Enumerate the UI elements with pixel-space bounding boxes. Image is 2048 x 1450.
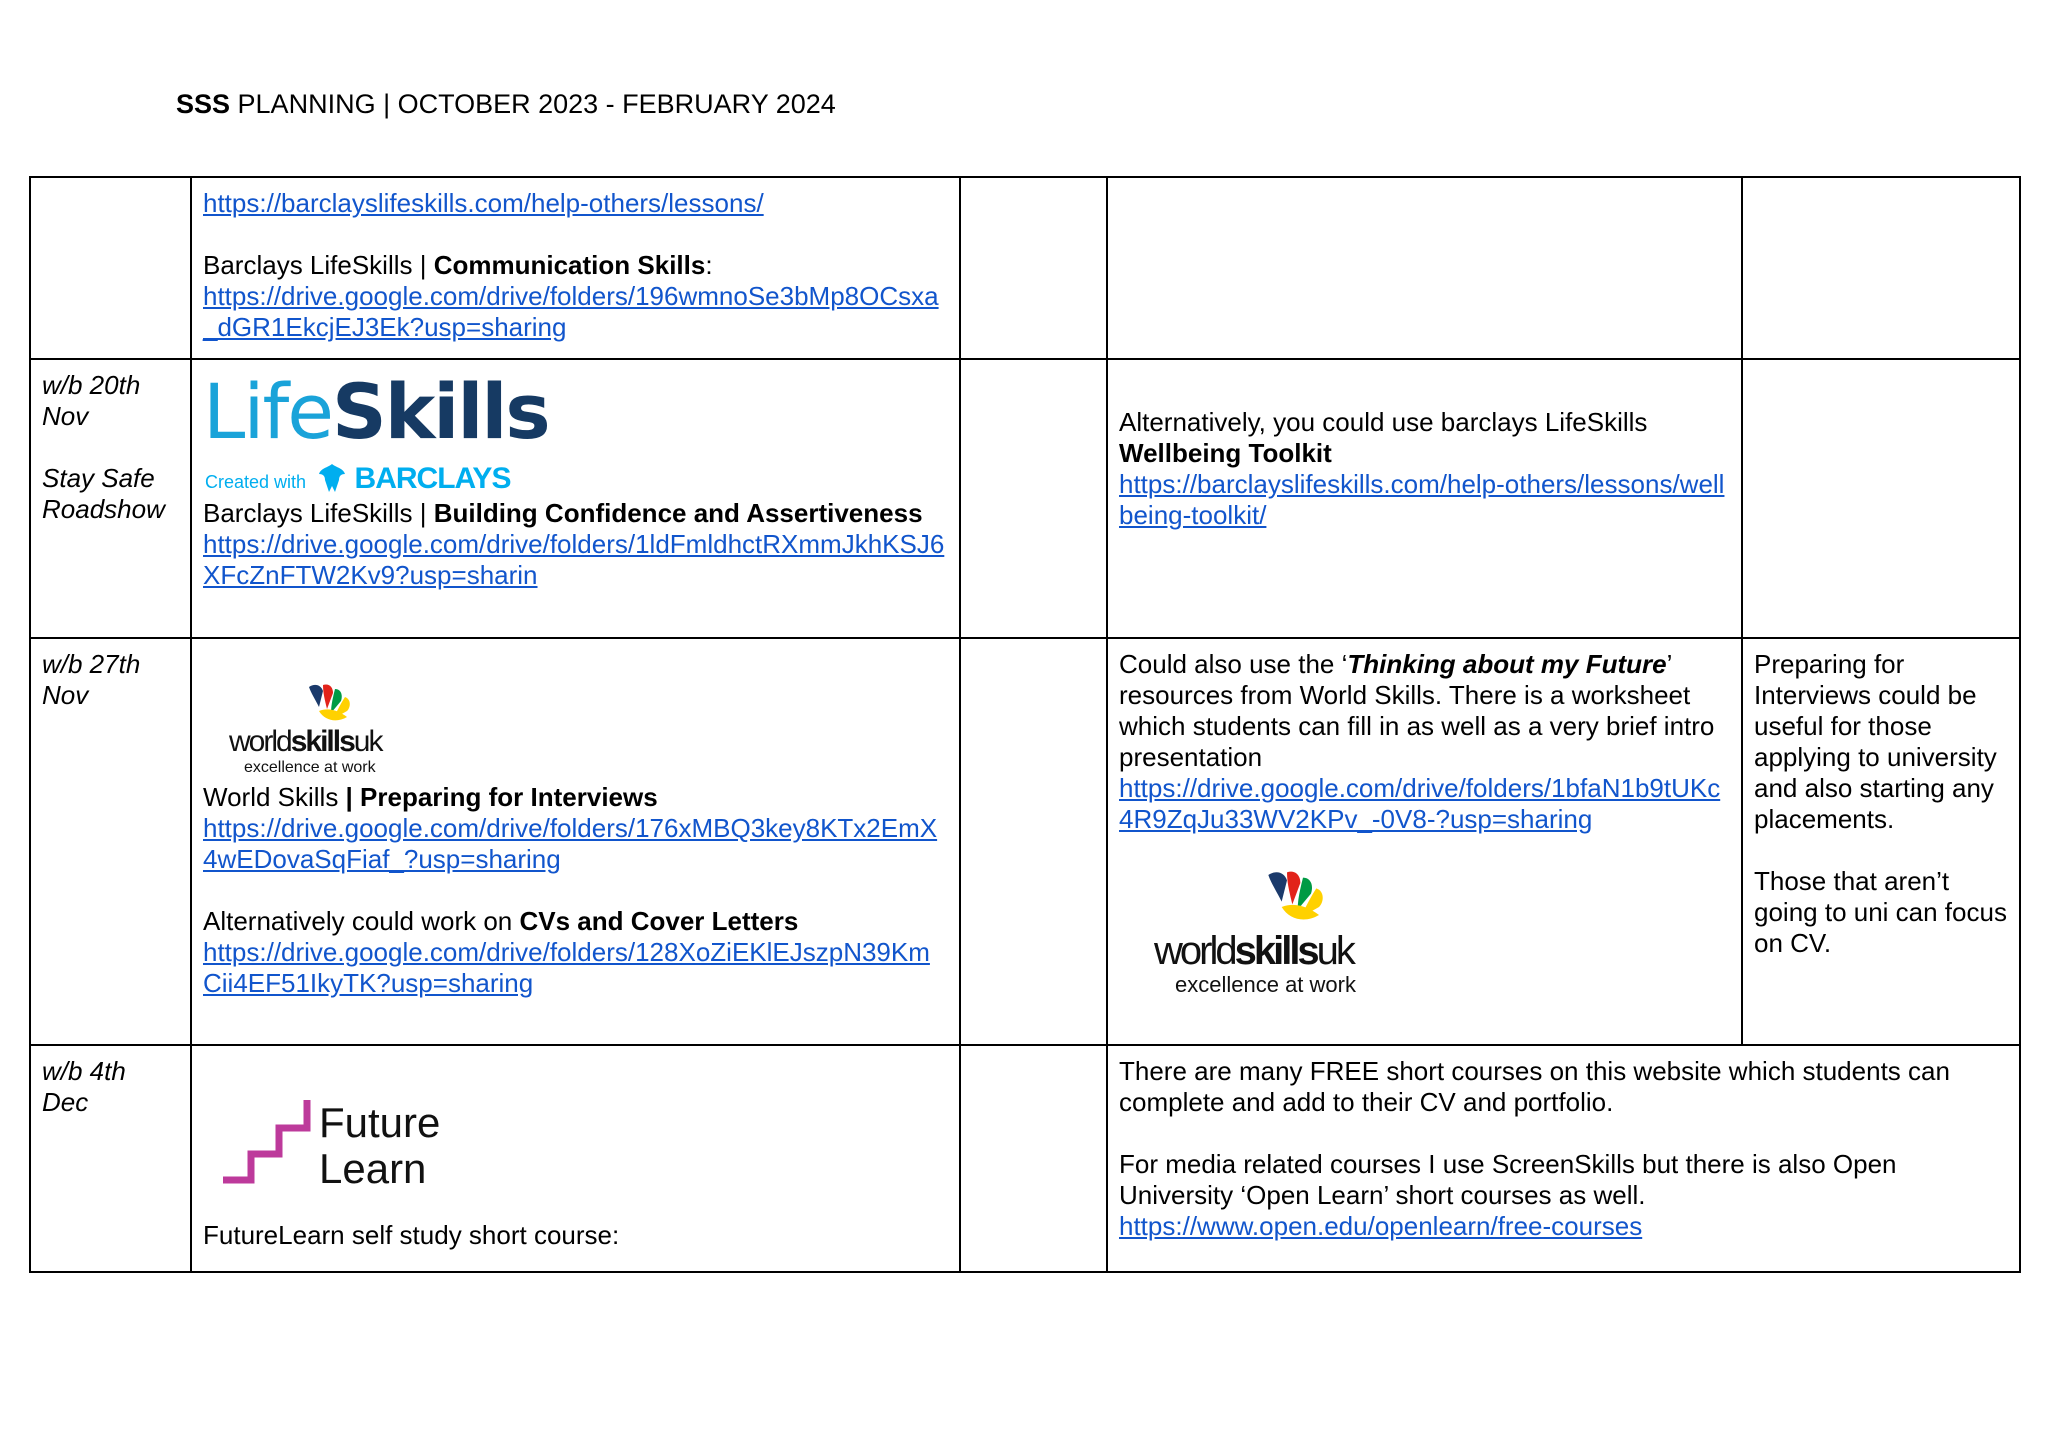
resource-cell [191, 177, 960, 359]
week-label: w/b 20th Nov [42, 370, 141, 431]
extra-cell: Preparing for Interviews could be useful for those applying to university and also starting any placements. Those that aren’t going to uni can focus on CV. [1742, 638, 2020, 1045]
resource-label: World Skills | Preparing for Interviews [203, 782, 658, 812]
openlearn-link[interactable]: https://www.open.edu/openlearn/free-courses [1119, 1211, 1643, 1241]
table-row [30, 1045, 2020, 1272]
wellbeing-toolkit-link[interactable]: https://barclayslifeskills.com/help-others/lessons/wellbeing-toolkit/ [1119, 469, 1725, 530]
worldskills-hands-icon [1255, 867, 1335, 931]
worldskills-logo: worldskillsuk excellence at work [203, 649, 948, 782]
planning-table [29, 176, 2021, 1273]
eagle-icon [317, 462, 347, 494]
extra-cell [1742, 359, 2020, 638]
title-prefix: SSS [176, 89, 231, 119]
lifeskills-barclays-logo: LifeSkills Created with BARCLAYS [203, 367, 549, 495]
week-label: w/b 27th Nov [42, 649, 141, 710]
notes-cell: Alternatively, you could use barclays LifeSkills Wellbeing Toolkit https://barclayslifeskills.com/help-others/lessons/wellbeing-toolkit/ [1107, 359, 1742, 638]
empty-cell [960, 359, 1107, 638]
week-cell [30, 1045, 191, 1272]
worldskills-logo: worldskillsuk excellence at work [1119, 835, 1730, 1005]
futurelearn-steps-icon [223, 1098, 313, 1184]
notes-cell [1107, 638, 1742, 1045]
notes-cell: There are many FREE short courses on this website which students can complete and add to their CV and portfolio. For media related courses I use ScreenSkills but there is also Open University ‘Open Learn’ short courses as well. https://www.open.edu/openlearn/free-courses [1107, 1045, 2020, 1272]
empty-cell [960, 1045, 1107, 1272]
alt-label: Alternatively could work on CVs and Cover Letters [203, 906, 799, 936]
futurelearn-logo: Future Learn [203, 1056, 948, 1220]
event-label: Stay Safe Roadshow [42, 463, 165, 524]
table-row [30, 177, 2020, 359]
notes-cell [1107, 177, 1742, 359]
table-row [30, 359, 2020, 638]
future-resources-link[interactable]: https://drive.google.com/drive/folders/1bfaN1b9tUKc4R9ZqJu33WV2KPv_-0V8-?usp=sharing [1119, 773, 1721, 834]
resource-label: Barclays LifeSkills | Communication Skills: [203, 250, 713, 280]
week-cell [30, 177, 191, 359]
table-row [30, 638, 2020, 1045]
page-title [176, 86, 836, 122]
resource-label: Barclays LifeSkills | Building Confidence and Assertiveness [203, 498, 923, 528]
title-text: PLANNING | OCTOBER 2023 - FEBRUARY 2024 [230, 89, 836, 119]
cv-cover-letters-link[interactable]: https://drive.google.com/drive/folders/128XoZiEKlEJszpN39KmCii4EF51IkyTK?usp=sharing [203, 937, 930, 998]
notes-text: Could also use the ‘Thinking about my Future’ resources from World Skills. There is a worksheet which students can fill in as well as a very brief intro presentation [1119, 649, 1715, 772]
extra-cell [1742, 177, 2020, 359]
resource-cell [191, 1045, 960, 1272]
communication-skills-link[interactable]: https://drive.google.com/drive/folders/196wmnoSe3bMp8OCsxa_dGR1EkcjEJ3Ek?usp=sharing [203, 281, 939, 342]
futurelearn-label: FutureLearn self study short course: [203, 1220, 620, 1250]
empty-cell [960, 638, 1107, 1045]
empty-cell [960, 177, 1107, 359]
confidence-link[interactable]: https://drive.google.com/drive/folders/1ldFmldhctRXmmJkhKSJ6XFcZnFTW2Kv9?usp=sharin [203, 529, 945, 590]
week-cell [30, 638, 191, 1045]
worldskills-hands-icon [299, 681, 359, 729]
week-label: w/b 4th Dec [42, 1056, 126, 1117]
interviews-link[interactable]: https://drive.google.com/drive/folders/176xMBQ3key8KTx2EmX4wEDovaSqFiaf_?usp=sharing [203, 813, 938, 874]
lifeskills-lessons-link[interactable]: https://barclayslifeskills.com/help-others/lessons/ [203, 188, 764, 218]
week-cell [30, 359, 191, 638]
resource-cell [191, 359, 960, 638]
resource-cell [191, 638, 960, 1045]
